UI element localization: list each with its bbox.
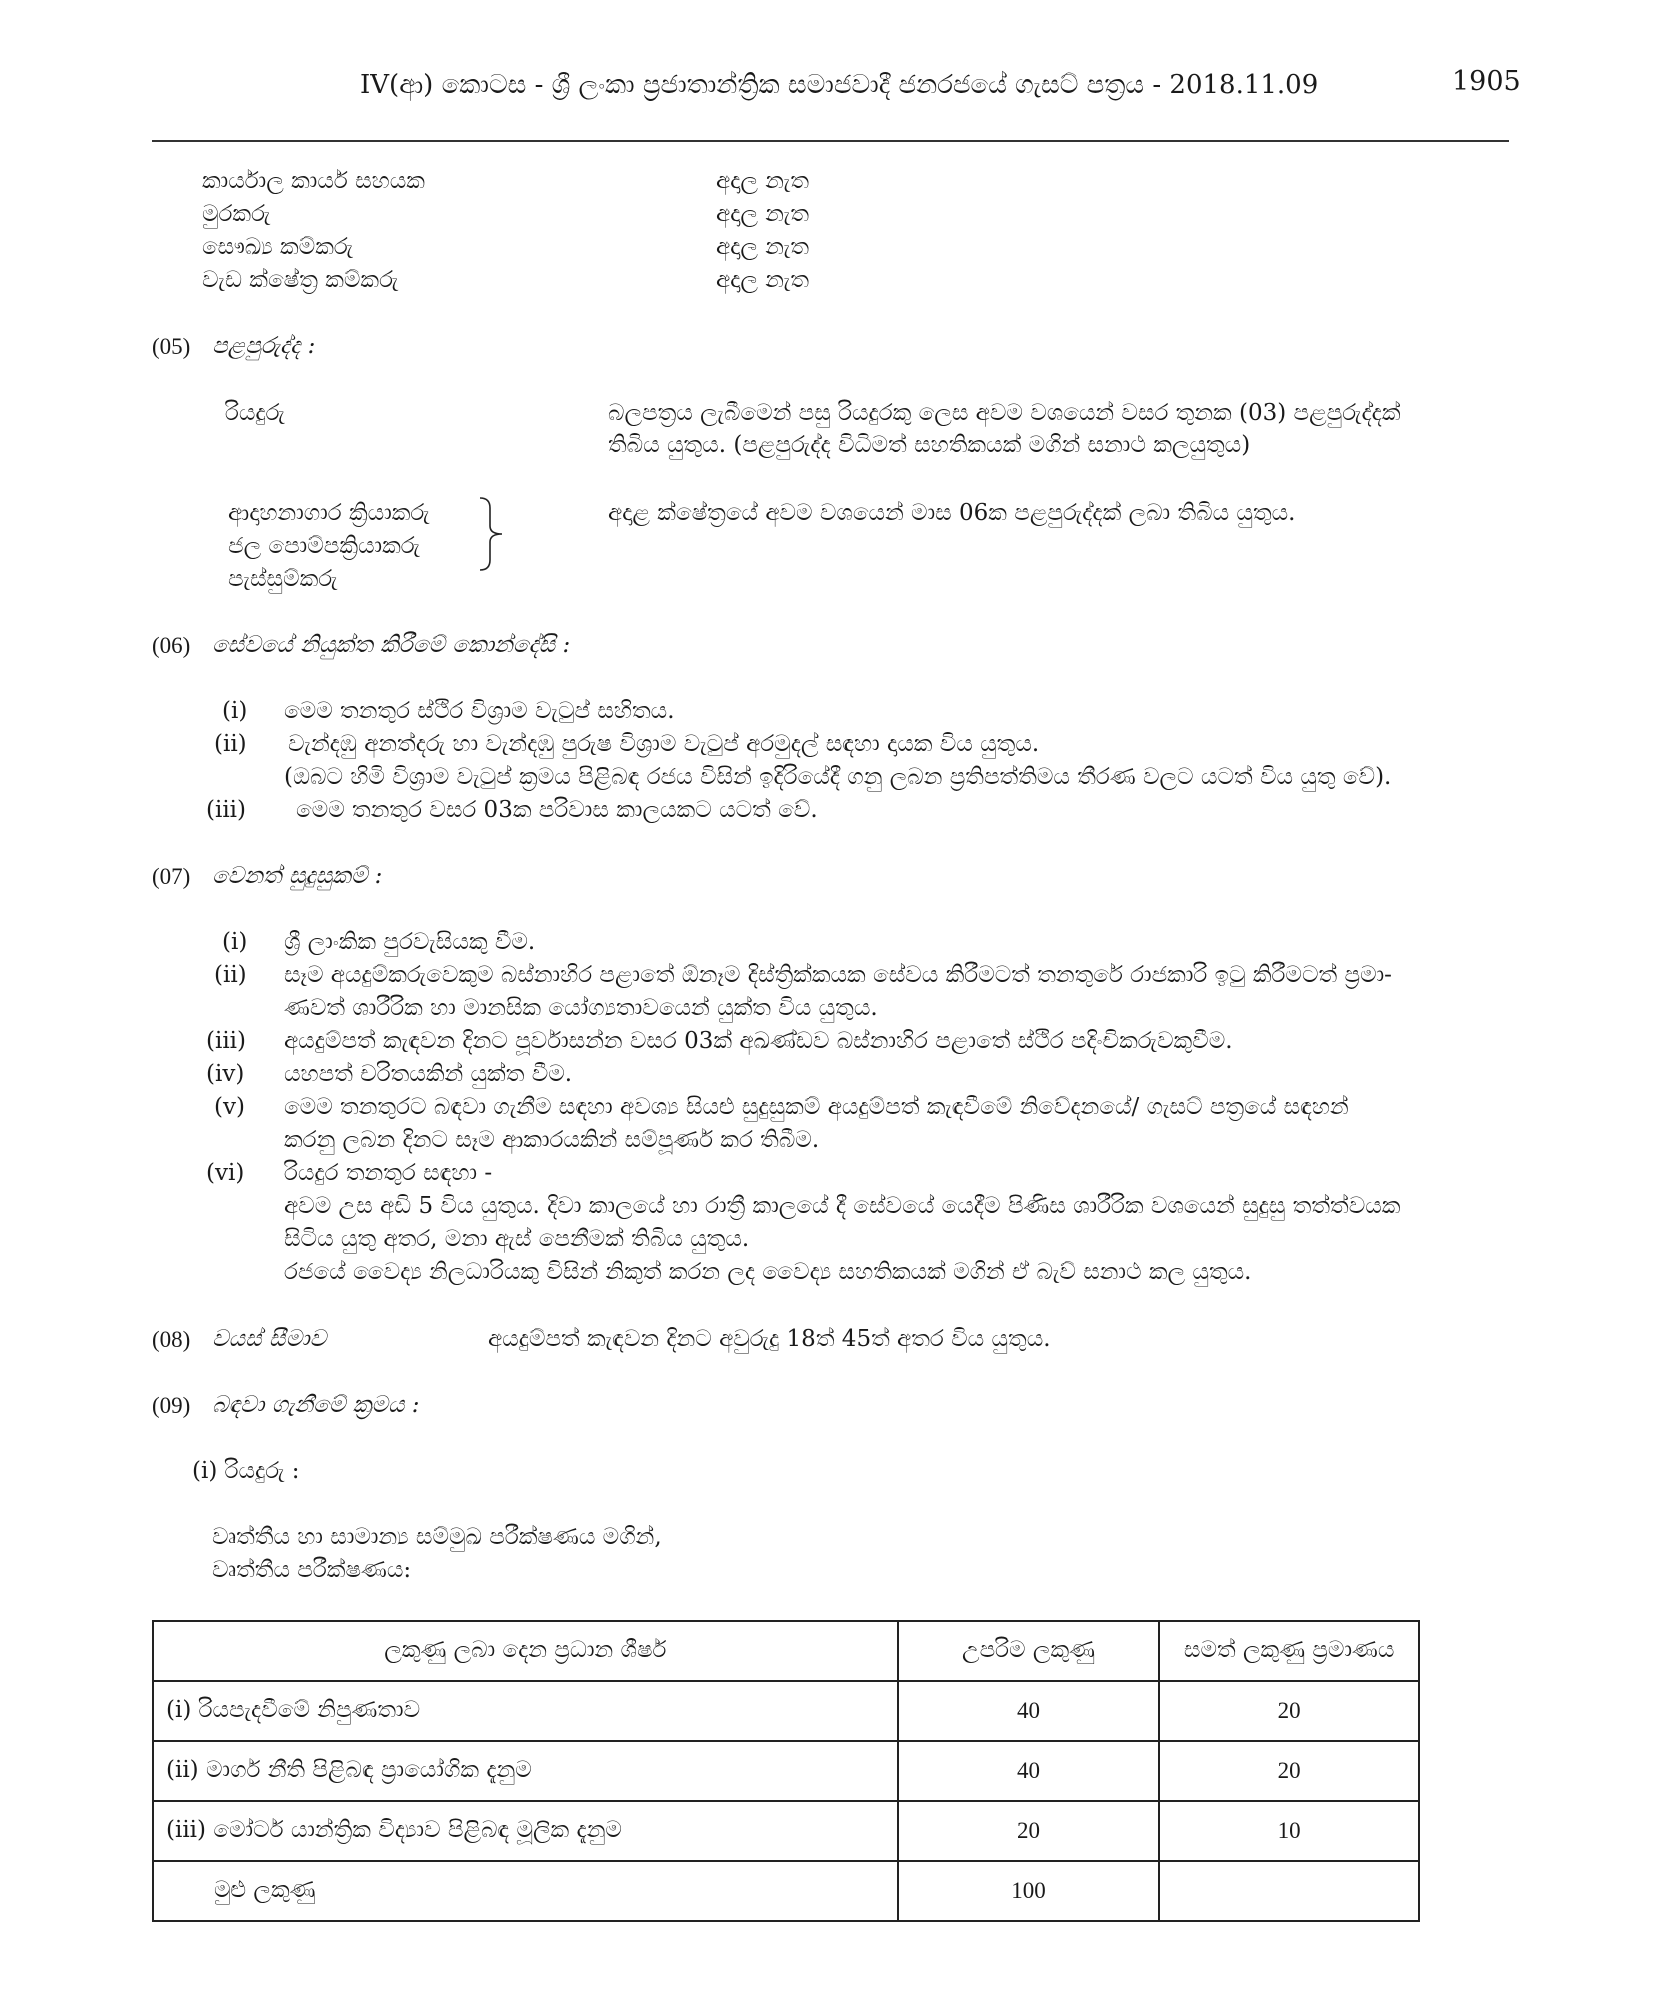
item-text: ණවත් ශාරීරික හා මානසික යෝග්‍යතාවයෙන් යුක්ත විය යුතුය. xyxy=(284,995,878,1021)
column-header: ලකුණු ලබා දෙන ප්‍රධාන ශීර්ෂ xyxy=(153,1621,898,1681)
section-number: (05) xyxy=(152,334,191,359)
item-text: රජයේ වෛද්‍ය නිලධාරියකු විසින් නිකුත් කරන ලද වෛද්‍ය සහතිකයක් මගින් ඒ බැව් සනාථ කල යුතුය. xyxy=(284,1259,1252,1285)
section-number: (08) xyxy=(152,1327,191,1352)
gazette-header-title: IV(ආ) කොටස - ශ්‍රී ලංකා ප්‍රජාතාන්ත්‍රික සමාජවාදී ජනරජයේ ගැසට් පත්‍රය - 2018.11.09 xyxy=(360,70,1319,100)
marks-table xyxy=(152,1620,1420,1922)
item-text: මෙම තනතුරට බඳවා ගැනීම සඳහා අවශ්‍ය සියළු සුදුසුකම් අයදුම්පත් කැඳවීමේ නිවේදනයේ/ ගැසට් පත්‍රයේ සඳහන් xyxy=(284,1094,1349,1120)
column-header: උපරිම ලකුණු xyxy=(898,1621,1160,1681)
item-text: සෑම අයදුම්කරුවෙකුම බස්නාහිර පළාතේ ඕනෑම දිස්ත්‍රික්කයක සේවය කිරීමටත් තනතුරේ රාජකාරි ඉටු කිරීමටත් ප්‍රමා- xyxy=(284,962,1392,988)
subsection-title: (i) රියදුරු : xyxy=(192,1458,300,1484)
section-title: පළපුරුද්ද : xyxy=(212,333,316,359)
group-experience-text: අදාළ ක්ෂේත්‍රයේ අවම වශයෙන් මාස 06ක පළපුරුද්දක් ලබා තිබිය යුතුය. xyxy=(608,500,1296,526)
item-text: (ඔබට හිමි විශ්‍රාම වැටුප් ක්‍රමය පිළිබඳ රජය විසින් ඉදිරියේදී ගනු ලබන ප්‍රතිපත්තිමය තීරණ වලට යටත් විය යුතු වේ). xyxy=(284,764,1392,790)
driver-experience-text: තිබිය යුතුය. (පළපුරුද්ද විධිමත් සහතිකයක් මගින් සනාථ කලයුතුය) xyxy=(608,432,1251,458)
grouping-brace xyxy=(478,496,506,572)
list-item-value: අදාල නැත xyxy=(716,201,810,227)
list-item-post: වැඩ ක්ෂේත්‍ර කම්කරු xyxy=(202,267,399,293)
item-text: රියදුර තනතුර සඳහා - xyxy=(284,1160,493,1186)
item-text: සිටිය යුතු අතර, මනා ඇස් පෙනීමක් තිබිය යුතුය. xyxy=(284,1226,750,1252)
section-title: වයස් සීමාව xyxy=(212,1326,327,1352)
table-row xyxy=(153,1681,1419,1741)
item-number: (iii) xyxy=(206,797,247,823)
list-item-post: සෞඛ්‍ය කම්කරු xyxy=(202,234,354,260)
column-header: සමත් ලකුණු ප්‍රමාණය xyxy=(1159,1621,1419,1681)
list-item-value: අදාල නැත xyxy=(716,168,810,194)
item-number: (i) xyxy=(222,698,248,724)
table-cell: 40 xyxy=(898,1681,1160,1741)
table-total-row xyxy=(153,1861,1419,1921)
item-number: (i) xyxy=(222,929,248,955)
table-header-row xyxy=(153,1621,1419,1681)
list-item-value: අදාල නැත xyxy=(716,267,810,293)
item-text: මෙම තනතුර වසර 03ක පරිවාස කාලයකට යටත් වේ. xyxy=(296,797,818,823)
section-number: (06) xyxy=(152,633,191,658)
item-text: යහපත් චරිතයකින් යුක්ත වීම. xyxy=(284,1061,573,1087)
section-title: බඳවා ගැනීමේ ක්‍රමය : xyxy=(212,1392,420,1418)
table-row xyxy=(153,1801,1419,1861)
item-number: (ii) xyxy=(214,731,247,757)
list-item-post: මුරකරු xyxy=(202,201,271,227)
page-number: 1905 xyxy=(1452,66,1521,97)
table-cell: 20 xyxy=(1159,1741,1419,1801)
table-cell: 100 xyxy=(898,1861,1160,1921)
item-number: (vi) xyxy=(206,1160,245,1186)
table-cell: 20 xyxy=(898,1801,1160,1861)
table-cell xyxy=(1159,1861,1419,1921)
item-text: වැන්දඹු අනත්දරු හා වැන්දඹු පුරුෂ විශ්‍රාම වැටුප් අරමුදල් සඳහා දායක විය යුතුය. xyxy=(288,731,1040,757)
item-number: (iv) xyxy=(206,1061,245,1087)
table-cell: 40 xyxy=(898,1741,1160,1801)
age-limit-text: අයදුම්පත් කැඳවන දිනට අවුරුදු 18ත් 45ත් අතර විය යුතුය. xyxy=(488,1326,1051,1352)
item-number: (iii) xyxy=(206,1028,247,1054)
section-title: සේවයේ නියුක්ත කිරීමේ කොන්දේසි : xyxy=(212,632,571,658)
post-name: ජල පොම්පක්‍රියාකරු xyxy=(228,533,421,559)
list-item-value: අදාල නැත xyxy=(716,234,810,260)
method-text: වෘත්තීය හා සාමාන්‍ය සම්මුඛ පරීක්ෂණය මගින්, xyxy=(212,1524,662,1550)
item-text: අවම උස අඩි 5 විය යුතුය. දිවා කාලයේ හා රාත්‍රී කාලයේ දී සේවයේ යෙදීම පිණිස ශාරීරික වශයෙන් සුදුසු තත්ත්වයක xyxy=(284,1193,1401,1219)
list-item-post: කාර්යාල කාර්ය සහයක xyxy=(202,168,425,194)
driver-label: රියදුරු xyxy=(225,400,285,426)
table-cell: (ii) මාර්ග නීති පිළිබඳ ප්‍රායෝගික දැනුම xyxy=(153,1741,898,1801)
section-title: වෙනත් සුදුසුකම් : xyxy=(212,863,383,889)
table-row xyxy=(153,1741,1419,1801)
item-text: ශ්‍රී ලාංකික පුරවැසියකු වීම. xyxy=(284,929,536,955)
item-text: මෙම තනතුර ස්ථිර විශ්‍රාම වැටුප් සහිතය. xyxy=(284,698,675,724)
item-number: (ii) xyxy=(214,962,247,988)
method-text: වෘත්තීය පරීක්ෂණය: xyxy=(212,1557,412,1583)
table-cell: 10 xyxy=(1159,1801,1419,1861)
post-name: ආදාහනාගාර ක්‍රියාකරු xyxy=(228,500,430,526)
table-cell: මුළු ලකුණු xyxy=(153,1861,898,1921)
section-number: (07) xyxy=(152,864,191,889)
table-cell: (iii) මෝටර් යාන්ත්‍රික විද්‍යාව පිළිබඳ මූලික දැනුම xyxy=(153,1801,898,1861)
post-name: පැස්සුම්කරු xyxy=(228,566,338,592)
table-cell: (i) රියපැදවීමේ නිපුණතාව xyxy=(153,1681,898,1741)
section-number: (09) xyxy=(152,1393,191,1418)
item-text: අයදුම්පත් කැඳවන දිනට පූර්වාසන්න වසර 03ක් අඛණ්ඩව බස්නාහිර පළාතේ ස්ථිර පදිංචිකරුවකුවීම. xyxy=(284,1028,1233,1054)
table-cell: 20 xyxy=(1159,1681,1419,1741)
item-text: කරනු ලබන දිනට සෑම ආකාරයකින් සම්පූර්ණ කර තිබීම. xyxy=(284,1127,820,1153)
header-divider xyxy=(152,140,1509,142)
driver-experience-text: බලපත්‍රය ලැබීමෙන් පසු රියදුරකු ලෙස අවම වශයෙන් වසර තුනක (03) පළපුරුද්දක් xyxy=(608,400,1401,426)
item-number: (v) xyxy=(214,1094,245,1120)
